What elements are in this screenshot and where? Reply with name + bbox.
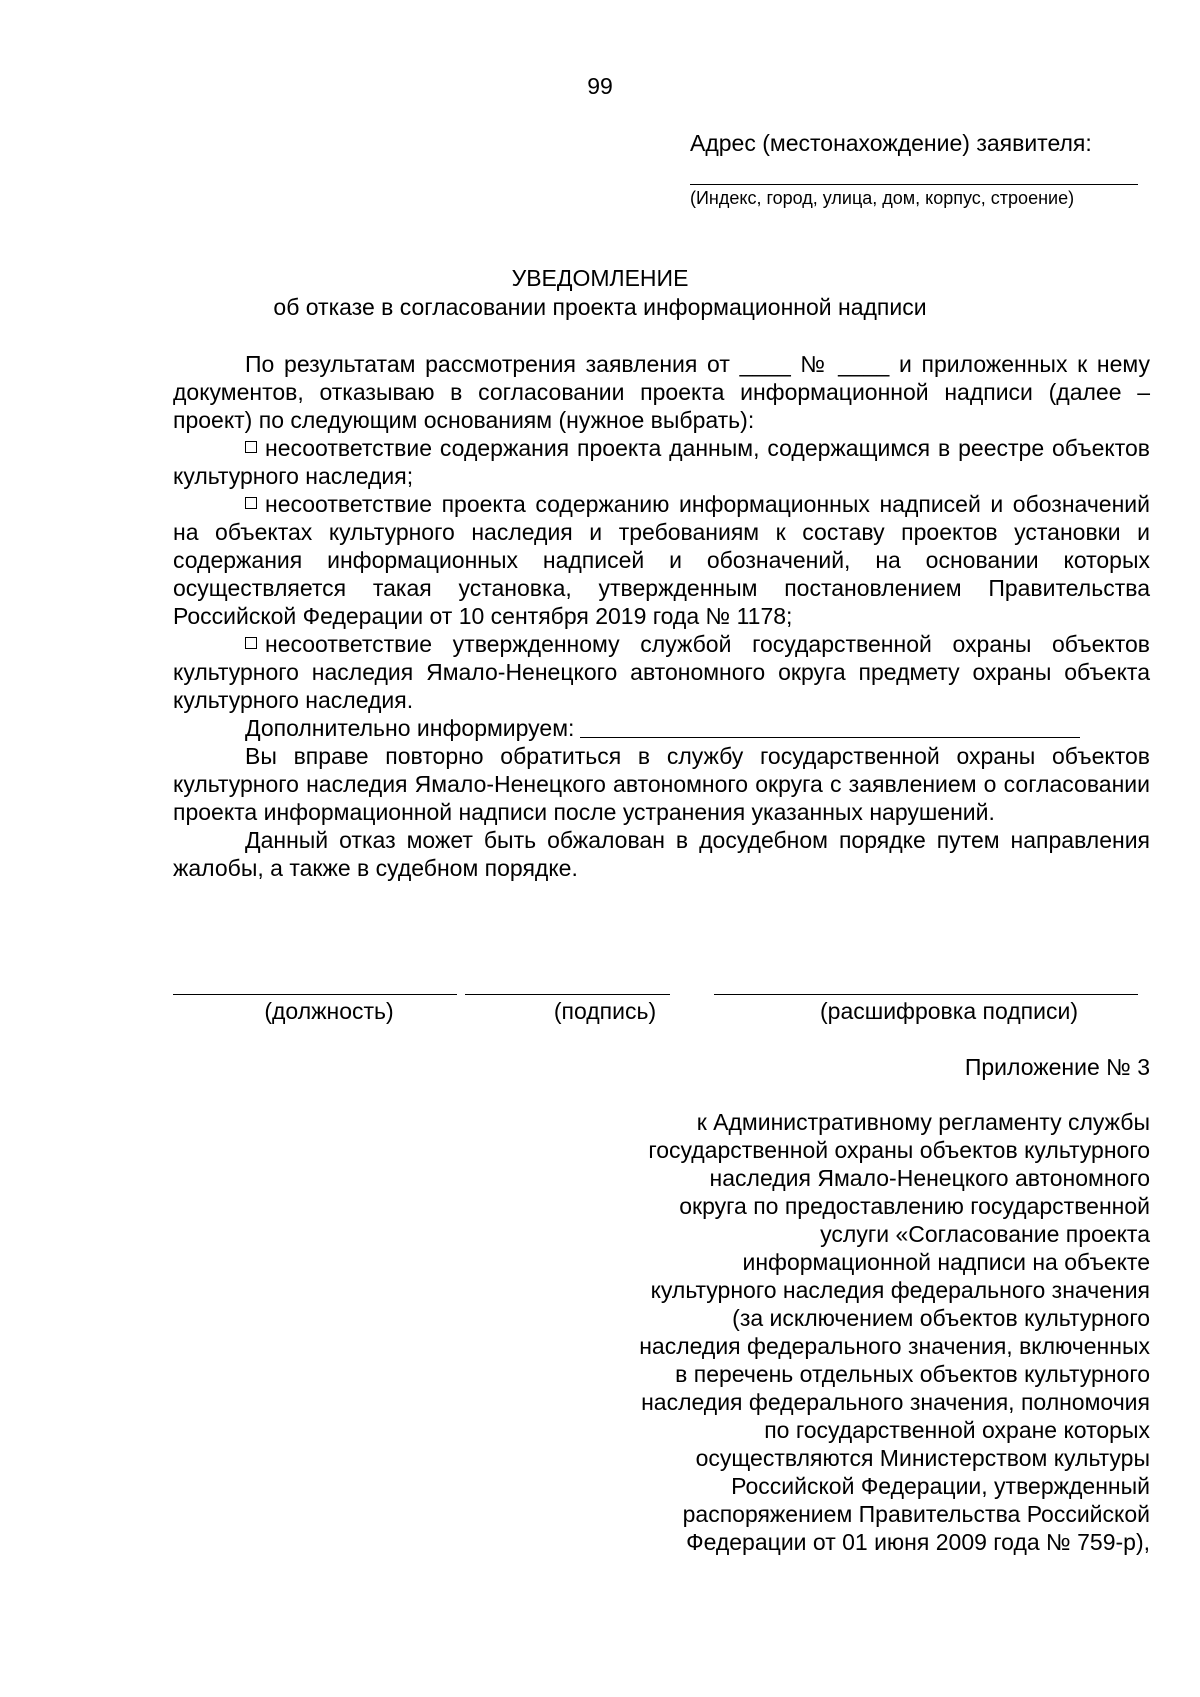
- checkbox-icon: [245, 637, 257, 649]
- option-protection-subject-text: несоответствие утвержденному службой государственной охраны объектов культурного наследия Ямало-Ненецкого автономного округа предмету охраны объекта культурного наследия.: [173, 631, 1150, 713]
- appendix-line: наследия федерального значения, включенных: [639, 1333, 1150, 1359]
- appendix-line: распоряжением Правительства Российской: [682, 1501, 1150, 1527]
- signature-blank-line: [465, 994, 670, 995]
- appendix-line: осуществляются Министерством культуры: [695, 1445, 1150, 1471]
- position-label: (должность): [264, 998, 394, 1024]
- option-reestr-text: несоответствие содержания проекта данным, содержащимся в реестре объектов культурного наследия;: [173, 435, 1150, 489]
- intro-paragraph: По результатам рассмотрения заявления от ____ № ____ и приложенных к нему документов, отказываю в согласовании проекта информационной надписи (далее – проект) по следующим основаниям (нужное выбрать):: [173, 351, 1150, 433]
- decoding-blank-line: [714, 994, 1138, 995]
- checkbox-icon: [245, 497, 257, 509]
- appendix-line: Федерации от 01 июня 2009 года № 759-р),: [686, 1529, 1150, 1555]
- option-requirements-text: несоответствие проекта содержанию информационных надписей и обозначений на объектах культурного наследия и требованиям к составу проектов установки и содержания информационных надписей и обозначений, на основании которых осуществляется такая установка, утвержденным постановлением Правительства Российской Федерации от 10 сентября 2019 года № 1178;: [173, 491, 1150, 629]
- title-sub: об отказе в согласовании проекта информационной надписи: [273, 294, 927, 320]
- reapply-paragraph: Вы вправе повторно обратиться в службу государственной охраны объектов культурного наследия Ямало-Ненецкого автономного округа с заявлением о согласовании проекта информационной надписи после устранения указанных нарушений.: [173, 743, 1150, 825]
- appendix-line: в перечень отдельных объектов культурного: [675, 1361, 1150, 1387]
- document-title: [0, 264, 1200, 322]
- decoding-label: (расшифровка подписи): [820, 998, 1078, 1024]
- appendix-line: (за исключением объектов культурного: [732, 1305, 1150, 1331]
- appendix-line: Российской Федерации, утвержденный: [731, 1473, 1150, 1499]
- applicant-address-blank-line: [690, 184, 1138, 185]
- option-requirements: [173, 490, 1150, 630]
- appendix-reference: [560, 1108, 1150, 1556]
- option-reestr: [173, 434, 1150, 490]
- applicant-address-label: Адрес (местонахождение) заявителя:: [690, 130, 1092, 156]
- appendix-line: культурного наследия федерального значения: [650, 1277, 1150, 1303]
- option-protection-subject: [173, 630, 1150, 714]
- position-blank-line: [173, 994, 457, 995]
- appendix-line: наследия федерального значения, полномочия: [641, 1389, 1150, 1415]
- appendix-line: государственной охраны объектов культурного: [648, 1137, 1150, 1163]
- appendix-line: к Административному регламенту службы: [696, 1109, 1150, 1135]
- additional-info-label: Дополнительно информируем:: [245, 715, 575, 741]
- notice-body: [173, 350, 1150, 882]
- applicant-address-hint: (Индекс, город, улица, дом, корпус, строение): [690, 188, 1075, 208]
- appendix-line: информационной надписи на объекте: [742, 1249, 1150, 1275]
- appendix-line: наследия Ямало-Ненецкого автономного: [709, 1165, 1150, 1191]
- title-main: УВЕДОМЛЕНИЕ: [511, 265, 689, 291]
- additional-info: [173, 714, 1150, 742]
- appendix-line: услуги «Согласование проекта: [820, 1221, 1150, 1247]
- appendix-title: Приложение № 3: [964, 1054, 1150, 1080]
- signature-label: (подпись): [553, 998, 657, 1024]
- additional-info-blank-line: [580, 736, 1080, 738]
- checkbox-icon: [245, 441, 257, 453]
- page-number: 99: [587, 73, 613, 99]
- appeal-paragraph: Данный отказ может быть обжалован в досудебном порядке путем направления жалобы, а также в судебном порядке.: [173, 827, 1150, 881]
- appendix-line: по государственной охране которых: [764, 1417, 1150, 1443]
- appendix-line: округа по предоставлению государственной: [679, 1193, 1150, 1219]
